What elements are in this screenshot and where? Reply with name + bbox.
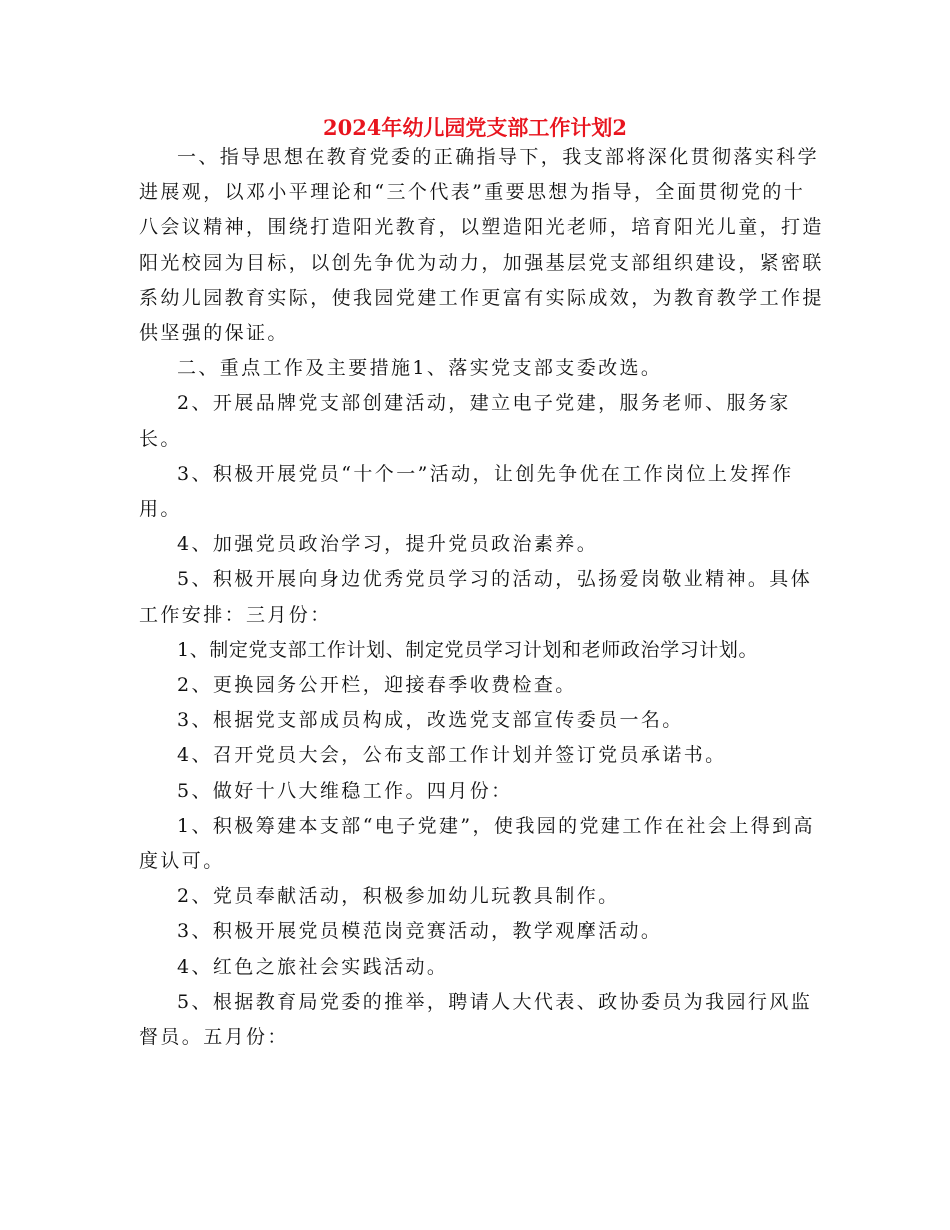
paragraph-march-item: 5、做好十八大维稳工作。四月份：	[177, 779, 513, 802]
paragraph-item: 4、加强党员政治学习，提升党员政治素养。	[177, 533, 599, 556]
paragraph-march-item: 3、根据党支部成员构成，改选党支部宣传委员一名。	[177, 709, 684, 732]
paragraph-april-item: 2、党员奉献活动，积极参加幼儿玩教具制作。	[177, 885, 620, 908]
paragraph-march-item: 1、制定党支部工作计划、制定党员学习计划和老师政治学习计划。	[177, 638, 759, 661]
paragraph-item: 2、开展品牌党支部创建活动，建立电子党建，服务老师、服务家长。	[139, 392, 791, 450]
paragraph-item: 3、积极开展党员“十个一”活动，让创先争优在工作岗位上发挥作用。	[139, 462, 794, 521]
paragraph-guiding-ideology: 一、指导思想在教育党委的正确指导下，我支部将深化贯彻落实科学进展观，以邓小平理论和“三个代表”重要思想为指导，全面贯彻党的十八会议精神，围绕打造阳光教育，以塑造阳光老师，培育阳光儿童，打造阳光校园为目标，以创先争优为动力，加强基层党支部组织建设，紧密联系幼儿园教育实际，使我园党建工作更富有实际成效，为教育教学工作提供坚强的保证。	[139, 146, 824, 345]
paragraph-april-item: 3、积极开展党员模范岗竞赛活动，教学观摩活动。	[177, 920, 663, 943]
paragraph-april-item: 1、积极筹建本支部“电子党建”，使我园的党建工作在社会上得到高度认可。	[139, 814, 815, 873]
document-title: 2024年幼儿园党支部工作计划2	[322, 115, 628, 140]
paragraph-april-item: 5、根据教育局党委的推举，聘请人大代表、政协委员为我园行风监督员。五月份：	[139, 990, 813, 1049]
paragraph-march-item: 2、更换园务公开栏，迎接春季收费检查。	[177, 674, 577, 697]
document-body	[139, 140, 824, 1055]
paragraph-key-work: 二、重点工作及主要措施1、落实党支部支委改选。	[177, 357, 663, 380]
paragraph-april-item: 4、红色之旅社会实践活动。	[177, 955, 449, 978]
paragraph-march-item: 4、召开党员大会，公布支部工作计划并签订党员承诺书。	[177, 744, 727, 767]
paragraph-item: 5、积极开展向身边优秀党员学习的活动，弘扬爱岗敬业精神。具体工作安排：三月份：	[139, 568, 813, 626]
